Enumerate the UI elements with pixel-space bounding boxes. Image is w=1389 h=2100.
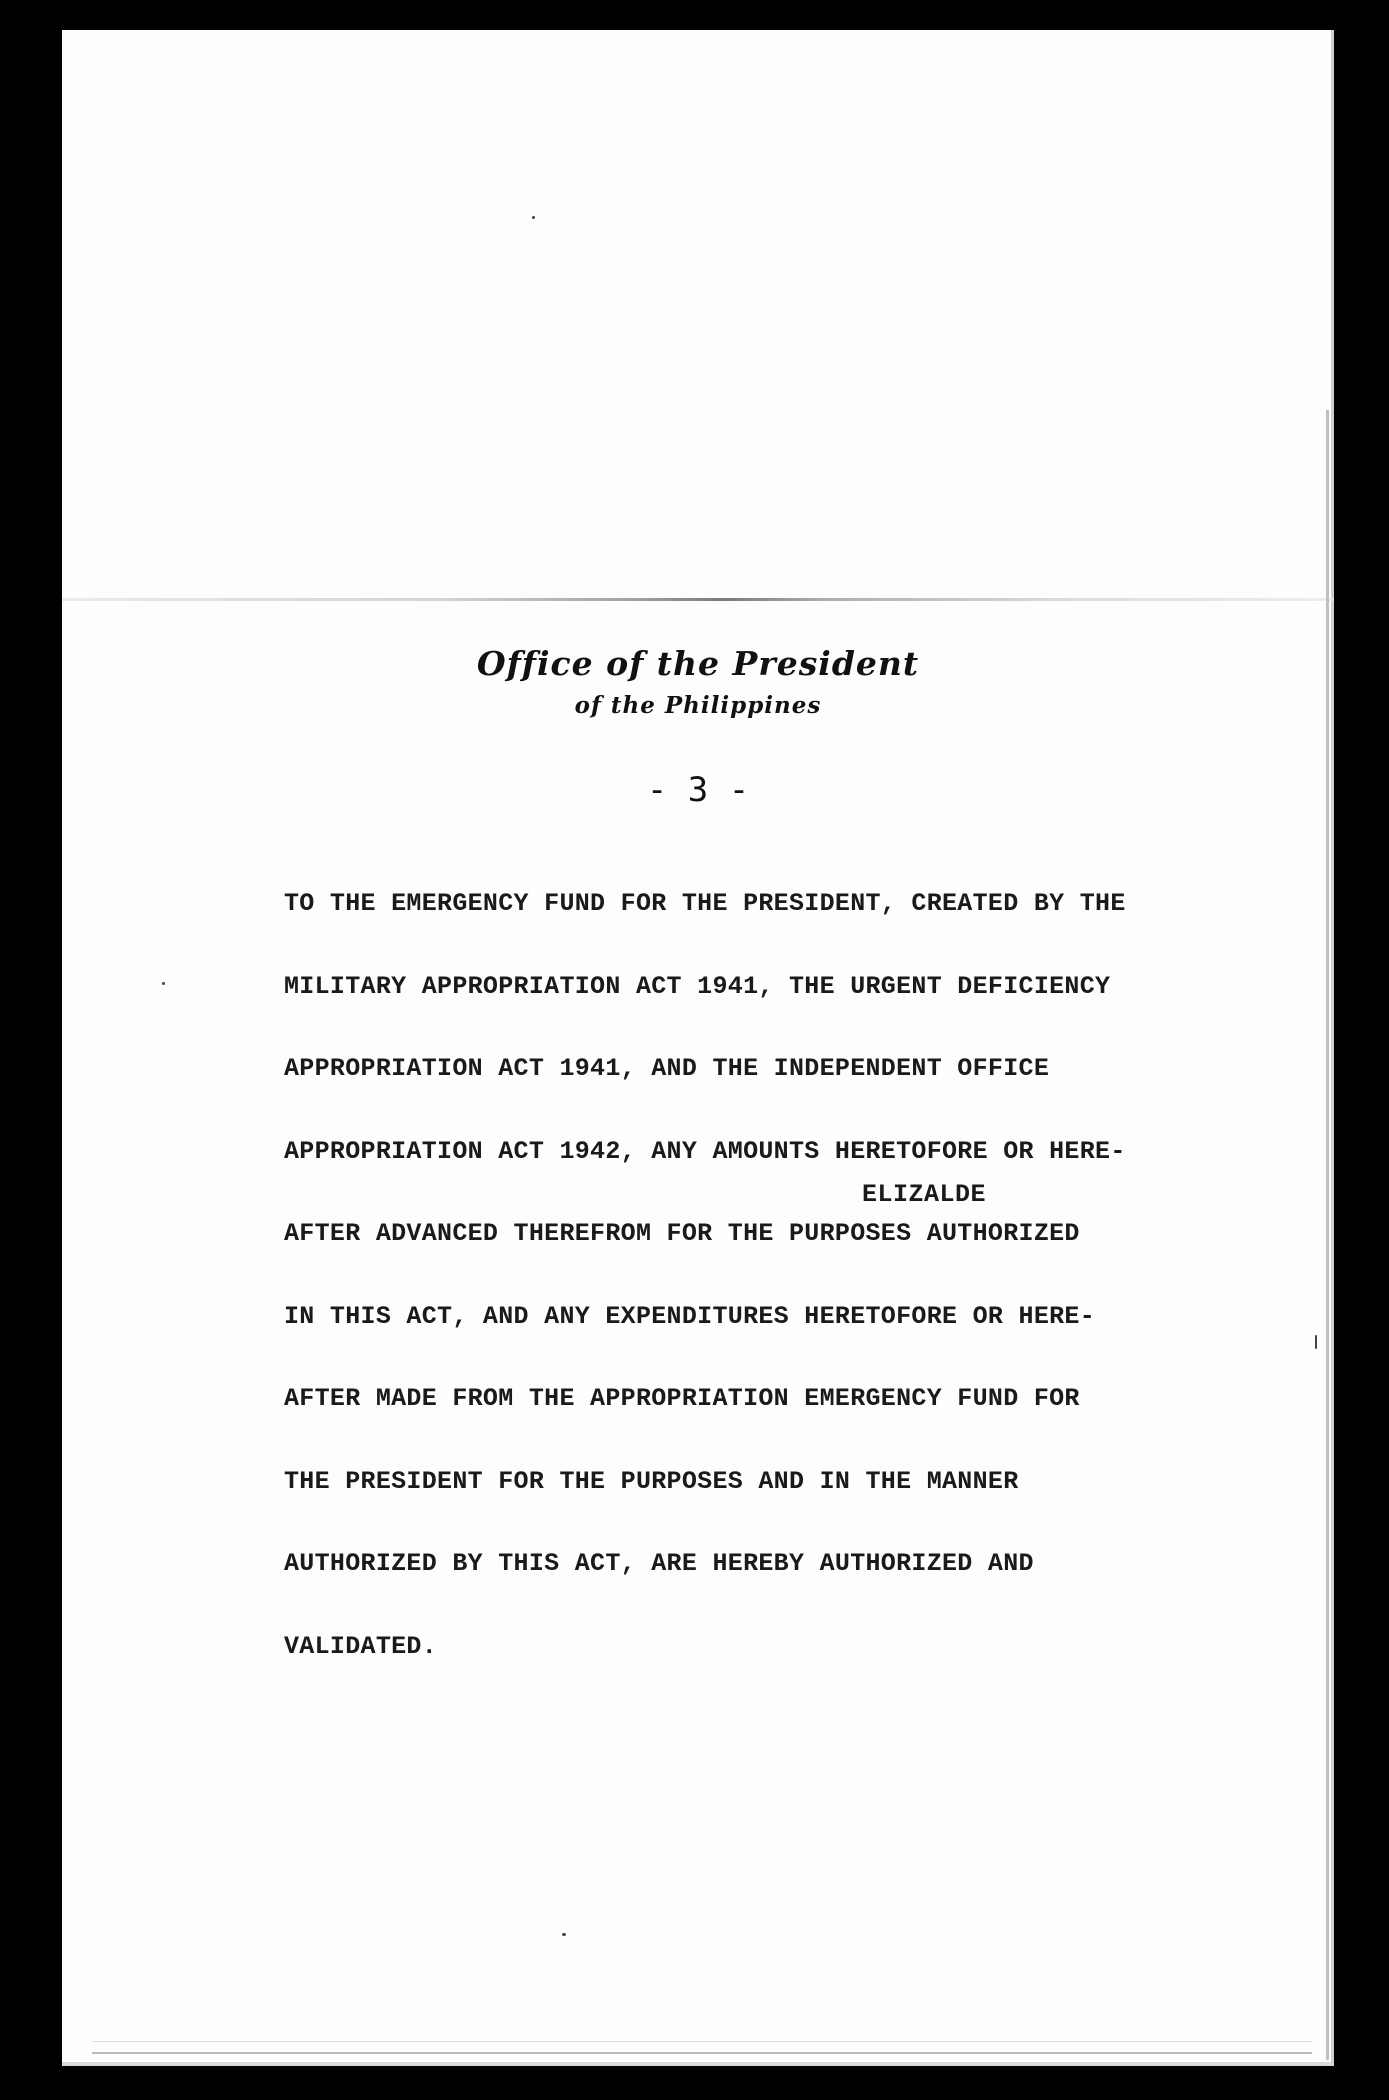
body-line: APPROPRIATION ACT 1941, AND THE INDEPENDENT OFFICE [284,1054,1050,1083]
stacked-page-edges [92,2041,1312,2054]
body-line: AFTER MADE FROM THE APPROPRIATION EMERGENCY FUND FOR [284,1384,1080,1413]
scan-speck [562,1933,566,1936]
scan-speck [162,982,165,985]
letterhead-office: Office of the President [476,644,920,683]
scan-speck [1315,1335,1317,1349]
body-line: TO THE EMERGENCY FUND FOR THE PRESIDENT, CREATED BY THE [284,889,1126,918]
body-line: VALIDATED. [284,1631,438,1661]
document-page [62,30,1334,2066]
body-line: THE PRESIDENT FOR THE PURPOSES AND IN THE MANNER [284,1466,1019,1496]
body-line: AFTER ADVANCED THEREFROM FOR THE PURPOSES AUTHORIZED [284,1219,1080,1248]
body-line: APPROPRIATION ACT 1942, ANY AMOUNTS HERETOFORE OR HERE- [284,1136,1126,1166]
body-text [284,835,1244,1715]
letterhead-country: of the Philippines [574,692,822,719]
body-line: MILITARY APPROPRIATION ACT 1941, THE URGENT DEFICIENCY [284,971,1111,1001]
letterhead [62,642,1334,724]
signature-name: ELIZALDE [862,1180,987,1209]
fold-line [62,598,1334,601]
scan-speck [532,216,535,219]
body-line: AUTHORIZED BY THIS ACT, ARE HEREBY AUTHORIZED AND [284,1549,1034,1578]
body-line: IN THIS ACT, AND ANY EXPENDITURES HERETOFORE OR HERE- [284,1301,1096,1331]
page-number: - 3 - [646,770,750,810]
